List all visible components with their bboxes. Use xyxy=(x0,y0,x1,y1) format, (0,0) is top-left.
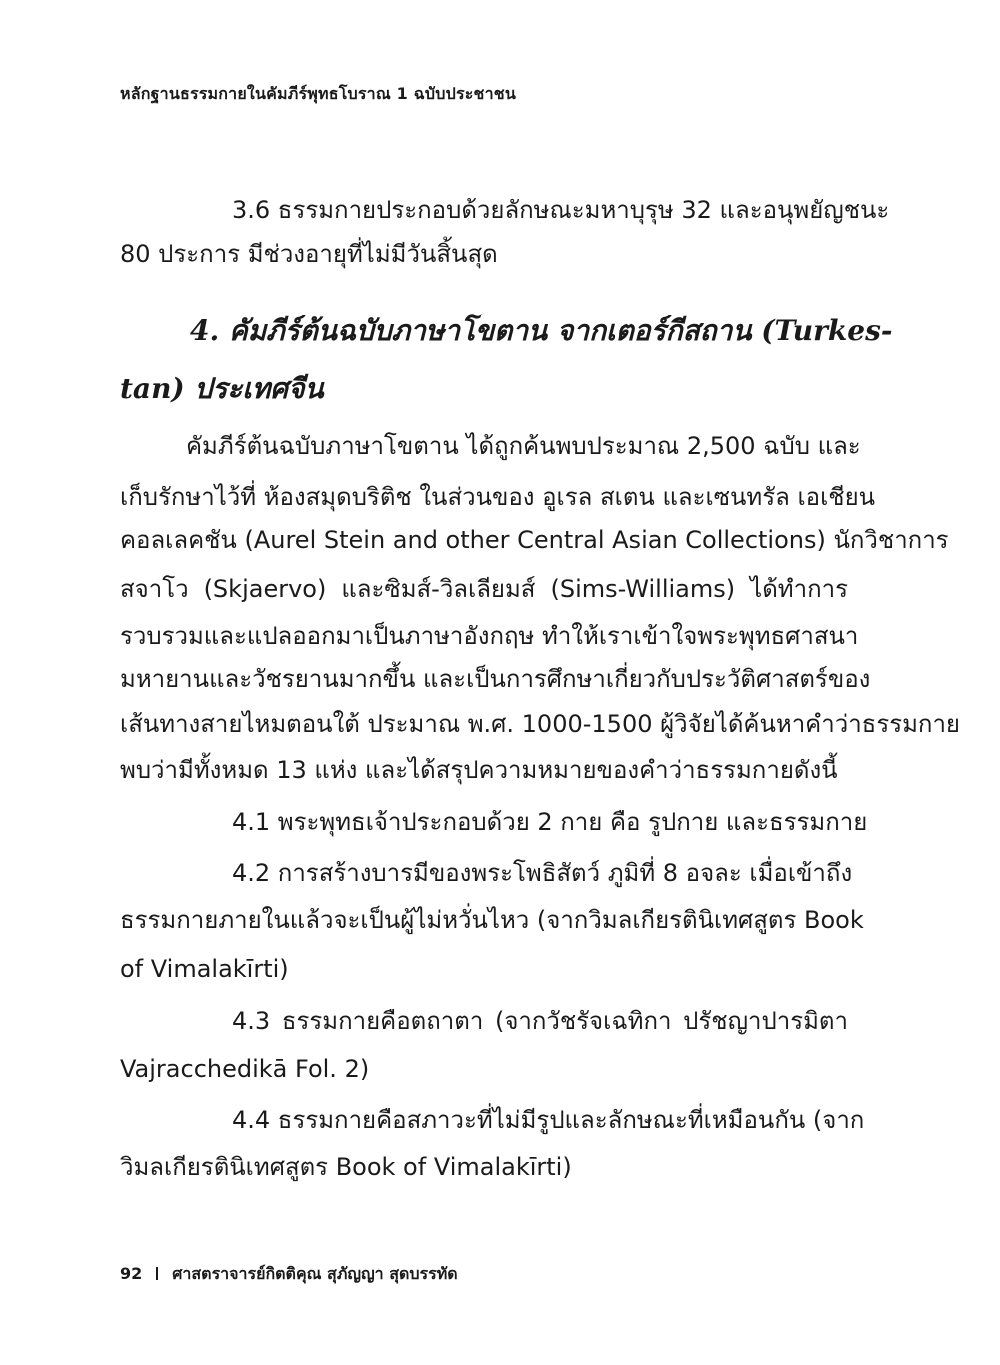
footer-author: ศาสตราจารย์กิตติคุณ สุภัญญา สุดบรรทัด xyxy=(172,1264,458,1283)
item-4-2-line-3: of Vimalakīrti) xyxy=(120,955,289,983)
item-4-2-line-1: 4.2 การสร้างบารมีของพระโพธิสัตว์ ภูมิที่ 8 อจละ เมื่อเข้าถึง xyxy=(232,859,853,887)
page-number: 92 xyxy=(120,1264,143,1283)
item-4-3-line-1: 4.3 ธรรมกายคือตถาตา (จากวัชรัจเฉทิกา ปรัชญาปารมิตา xyxy=(232,1007,848,1035)
paragraph-line: พบว่ามีทั้งหมด 13 แห่ง และได้สรุปความหมายของคำว่าธรรมกายดังนี้ xyxy=(120,756,838,784)
item-4-1: 4.1 พระพุทธเจ้าประกอบด้วย 2 กาย คือ รูปกาย และธรรมกาย xyxy=(232,808,868,836)
section-4-heading-line-1: 4. คัมภีร์ต้นฉบับภาษาโขตาน จากเตอร์กีสถาน (Turkes- xyxy=(190,314,893,347)
page-footer xyxy=(120,1262,458,1287)
item-4-4-line-1: 4.4 ธรรมกายคือสภาวะที่ไม่มีรูปและลักษณะที่เหมือนกัน (จาก xyxy=(232,1106,865,1134)
paragraph-line: รวบรวมและแปลออกมาเป็นภาษาอังกฤษ ทำให้เราเข้าใจพระพุทธศาสนา xyxy=(120,622,859,650)
item-4-3-line-2: Vajracchedikā Fol. 2) xyxy=(120,1055,370,1083)
paragraph-line: สจาโว (Skjaervo) และซิมส์-วิลเลียมส์ (Sims-Williams) ได้ทำการ xyxy=(120,575,848,603)
paragraph-line: คอลเลคชัน (Aurel Stein and other Central Asian Collections) นักวิชาการ xyxy=(120,526,949,554)
item-3-6-line-1: 3.6 ธรรมกายประกอบด้วยลักษณะมหาบุรุษ 32 และอนุพยัญชนะ xyxy=(232,196,890,224)
section-4-heading-line-2: tan) ประเทศจีน xyxy=(120,372,324,405)
paragraph-line: เส้นทางสายไหมตอนใต้ ประมาณ พ.ศ. 1000-1500 ผู้วิจัยได้ค้นหาคำว่าธรรมกาย xyxy=(120,710,960,738)
footer-divider xyxy=(156,1267,158,1280)
paragraph-line: มหายานและวัชรยานมากขึ้น และเป็นการศึกษาเกี่ยวกับประวัติศาสตร์ของ xyxy=(120,665,871,693)
running-header: หลักฐานธรรมกายในคัมภีร์พุทธโบราณ 1 ฉบับประชาชน xyxy=(120,84,516,103)
paragraph-line: เก็บรักษาไว้ที่ ห้องสมุดบริติช ในส่วนของ อูเรล สเตน และเซนทรัล เอเชียน xyxy=(120,483,876,511)
item-4-2-line-2: ธรรมกายภายในแล้วจะเป็นผู้ไม่หวั่นไหว (จากวิมลเกียรตินิเทศสูตร Book xyxy=(120,906,864,934)
item-3-6-line-2: 80 ประการ มีช่วงอายุที่ไม่มีวันสิ้นสุด xyxy=(120,240,498,268)
item-4-4-line-2: วิมลเกียรตินิเทศสูตร Book of Vimalakīrti) xyxy=(120,1153,572,1181)
paragraph-line: คัมภีร์ต้นฉบับภาษาโขตาน ได้ถูกค้นพบประมาณ 2,500 ฉบับ และ xyxy=(186,432,861,460)
